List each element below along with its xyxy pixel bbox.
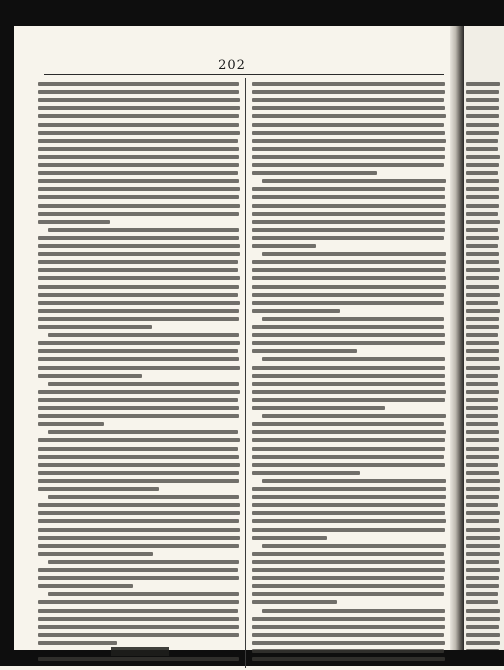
text-line <box>252 438 445 442</box>
scan-border-left <box>0 0 14 666</box>
text-line <box>252 244 316 248</box>
text-line <box>466 592 498 596</box>
text-line <box>252 600 337 604</box>
text-line <box>252 617 445 621</box>
text-line <box>38 357 239 361</box>
text-line <box>38 236 239 240</box>
text-line <box>38 463 240 467</box>
text-line <box>38 584 133 588</box>
text-line <box>466 528 500 532</box>
text-line <box>252 90 445 94</box>
text-line <box>38 309 239 313</box>
text-line <box>38 106 240 110</box>
text-line <box>252 349 357 353</box>
text-line <box>38 163 239 167</box>
facing-page-text <box>466 80 504 650</box>
text-line <box>466 617 500 621</box>
text-line <box>38 179 239 183</box>
text-line <box>38 187 240 191</box>
text-line <box>38 123 239 127</box>
text-line <box>466 625 499 629</box>
text-line <box>466 471 499 475</box>
text-line <box>48 592 239 596</box>
text-line <box>38 244 240 248</box>
text-line <box>466 649 499 650</box>
text-line <box>38 147 239 151</box>
text-line <box>48 382 239 386</box>
text-line <box>252 552 444 556</box>
text-line <box>48 228 239 232</box>
text-line <box>38 600 239 604</box>
facing-page-fragment <box>464 26 504 650</box>
text-line <box>38 285 239 289</box>
text-line <box>262 479 446 483</box>
text-line <box>38 625 239 629</box>
text-line <box>252 309 340 313</box>
text-line <box>38 398 238 402</box>
text-line <box>38 114 239 118</box>
text-line <box>38 268 238 272</box>
text-line <box>466 114 499 118</box>
text-line <box>466 463 498 467</box>
text-line <box>262 414 446 418</box>
text-line <box>466 584 499 588</box>
text-line <box>466 123 499 127</box>
text-line <box>466 204 499 208</box>
text-line <box>38 204 240 208</box>
text-line <box>252 147 445 151</box>
text-line <box>252 641 445 645</box>
text-line <box>38 374 142 378</box>
text-line <box>466 179 499 183</box>
text-line <box>252 236 444 240</box>
text-line <box>252 592 444 596</box>
text-line <box>466 228 498 232</box>
text-line <box>466 163 499 167</box>
text-line <box>252 568 445 572</box>
text-line <box>252 260 446 264</box>
text-line <box>252 333 445 337</box>
text-line <box>252 155 445 159</box>
text-line <box>466 633 500 637</box>
text-line <box>466 479 500 483</box>
text-line <box>252 204 446 208</box>
text-line <box>252 139 446 143</box>
text-line <box>252 220 445 224</box>
text-line <box>252 511 445 515</box>
text-line <box>466 357 499 361</box>
text-line <box>466 187 499 191</box>
text-line <box>466 325 499 329</box>
page-number: 202 <box>218 58 246 73</box>
text-line <box>38 301 240 305</box>
text-line <box>38 171 238 175</box>
text-line <box>466 195 499 199</box>
text-line <box>466 414 498 418</box>
text-line <box>38 536 240 540</box>
text-line <box>48 333 239 337</box>
text-line <box>38 568 238 572</box>
text-line <box>38 390 240 394</box>
text-line <box>252 584 445 588</box>
text-line <box>252 268 445 272</box>
text-line <box>252 98 444 102</box>
text-line <box>466 155 500 159</box>
header-rule <box>44 74 444 75</box>
text-line <box>38 90 239 94</box>
text-line <box>38 528 240 532</box>
text-line <box>252 519 446 523</box>
text-line <box>466 366 500 370</box>
text-line <box>466 244 498 248</box>
text-column-left <box>38 80 242 670</box>
text-line <box>252 212 445 216</box>
section-heading <box>111 647 168 656</box>
text-line <box>38 139 238 143</box>
text-line <box>466 285 499 289</box>
text-line <box>466 309 500 313</box>
text-line <box>466 568 500 572</box>
text-line <box>38 349 238 353</box>
text-line <box>466 382 498 386</box>
text-line <box>466 293 500 297</box>
text-line <box>466 301 498 305</box>
text-line <box>38 576 239 580</box>
text-line <box>252 447 445 451</box>
text-line <box>252 487 446 491</box>
text-line <box>466 544 500 548</box>
text-line <box>466 236 499 240</box>
text-line <box>466 139 498 143</box>
text-line <box>466 260 499 264</box>
text-line <box>466 641 500 645</box>
text-line <box>262 357 445 361</box>
text-line <box>252 455 444 459</box>
text-line <box>466 552 500 556</box>
text-line <box>38 293 238 297</box>
text-line <box>38 82 239 86</box>
text-line <box>38 479 239 483</box>
text-line <box>252 406 385 410</box>
text-line <box>466 487 500 491</box>
text-line <box>252 293 444 297</box>
text-line <box>38 544 239 548</box>
text-line <box>38 260 238 264</box>
text-line <box>38 252 240 256</box>
text-line <box>48 560 239 564</box>
text-line <box>38 657 239 661</box>
text-line <box>252 123 444 127</box>
text-line <box>252 430 446 434</box>
text-line <box>252 528 445 532</box>
text-line <box>38 617 239 621</box>
text-line <box>252 649 444 653</box>
text-line <box>252 560 445 564</box>
text-line <box>466 98 499 102</box>
text-line <box>252 187 445 191</box>
text-line <box>262 252 446 256</box>
text-line <box>466 519 499 523</box>
text-line <box>38 633 239 637</box>
text-line <box>38 503 240 507</box>
binding-gutter <box>450 26 464 650</box>
text-line <box>38 406 239 410</box>
text-line <box>466 422 498 426</box>
text-line <box>466 317 499 321</box>
text-line <box>252 536 327 540</box>
text-line <box>466 503 498 507</box>
text-line <box>48 430 238 434</box>
text-line <box>38 317 239 321</box>
text-line <box>38 511 240 515</box>
text-line <box>252 463 445 467</box>
text-line <box>466 447 499 451</box>
text-line <box>466 390 499 394</box>
newspaper-page <box>14 26 450 650</box>
text-line <box>38 609 238 613</box>
text-line <box>38 471 239 475</box>
text-line <box>466 576 499 580</box>
text-line <box>38 414 239 418</box>
text-line <box>262 317 444 321</box>
text-line <box>252 390 446 394</box>
text-line <box>252 366 445 370</box>
scan-border-top <box>0 0 504 26</box>
text-line <box>38 212 239 216</box>
text-line <box>262 544 446 548</box>
text-line <box>252 325 444 329</box>
text-line <box>38 438 240 442</box>
text-line <box>252 374 445 378</box>
text-line <box>252 163 444 167</box>
text-line <box>252 625 445 629</box>
text-line <box>466 131 499 135</box>
text-line <box>38 276 240 280</box>
text-line <box>38 341 240 345</box>
text-line <box>38 366 240 370</box>
text-line <box>252 422 444 426</box>
text-line <box>252 106 445 110</box>
text-line <box>38 195 239 199</box>
text-line <box>38 641 117 645</box>
text-line <box>48 495 239 499</box>
text-line <box>252 341 445 345</box>
column-divider <box>245 78 246 668</box>
text-line <box>466 406 498 410</box>
text-line <box>252 276 446 280</box>
text-line <box>466 252 499 256</box>
text-line <box>38 98 240 102</box>
text-line <box>252 495 446 499</box>
text-line <box>466 212 498 216</box>
text-line <box>466 455 499 459</box>
text-line <box>252 171 377 175</box>
text-line <box>466 349 499 353</box>
text-line <box>38 519 239 523</box>
text-line <box>466 171 498 175</box>
text-line <box>466 560 499 564</box>
text-line <box>466 90 499 94</box>
text-line <box>252 382 445 386</box>
text-line <box>252 398 445 402</box>
text-line <box>38 455 239 459</box>
text-line <box>252 228 445 232</box>
text-line <box>466 430 499 434</box>
text-line <box>252 471 360 475</box>
text-line <box>466 276 499 280</box>
text-line <box>252 195 445 199</box>
text-line <box>466 106 499 110</box>
text-line <box>466 511 500 515</box>
text-line <box>466 268 500 272</box>
text-line <box>38 487 159 491</box>
text-line <box>252 657 445 661</box>
text-line <box>262 609 445 613</box>
text-line <box>262 179 446 183</box>
text-line <box>252 285 446 289</box>
text-line <box>252 576 444 580</box>
text-line <box>466 438 499 442</box>
text-line <box>466 374 498 378</box>
text-line <box>38 325 152 329</box>
text-line <box>38 447 238 451</box>
text-line <box>466 333 498 337</box>
text-line <box>38 155 239 159</box>
text-line <box>466 495 499 499</box>
text-line <box>252 82 445 86</box>
text-line <box>38 131 240 135</box>
text-line <box>466 82 500 86</box>
text-line <box>466 398 498 402</box>
text-line <box>252 301 444 305</box>
text-line <box>252 503 445 507</box>
text-line <box>466 609 500 613</box>
text-line <box>466 600 498 604</box>
text-line <box>466 220 500 224</box>
text-line <box>38 422 104 426</box>
text-line <box>466 536 500 540</box>
text-line <box>252 633 444 637</box>
text-line <box>252 131 445 135</box>
text-line <box>466 341 499 345</box>
text-line <box>252 114 446 118</box>
text-line <box>466 147 498 151</box>
text-line <box>38 220 110 224</box>
text-column-right <box>252 80 452 670</box>
text-line <box>38 552 153 556</box>
